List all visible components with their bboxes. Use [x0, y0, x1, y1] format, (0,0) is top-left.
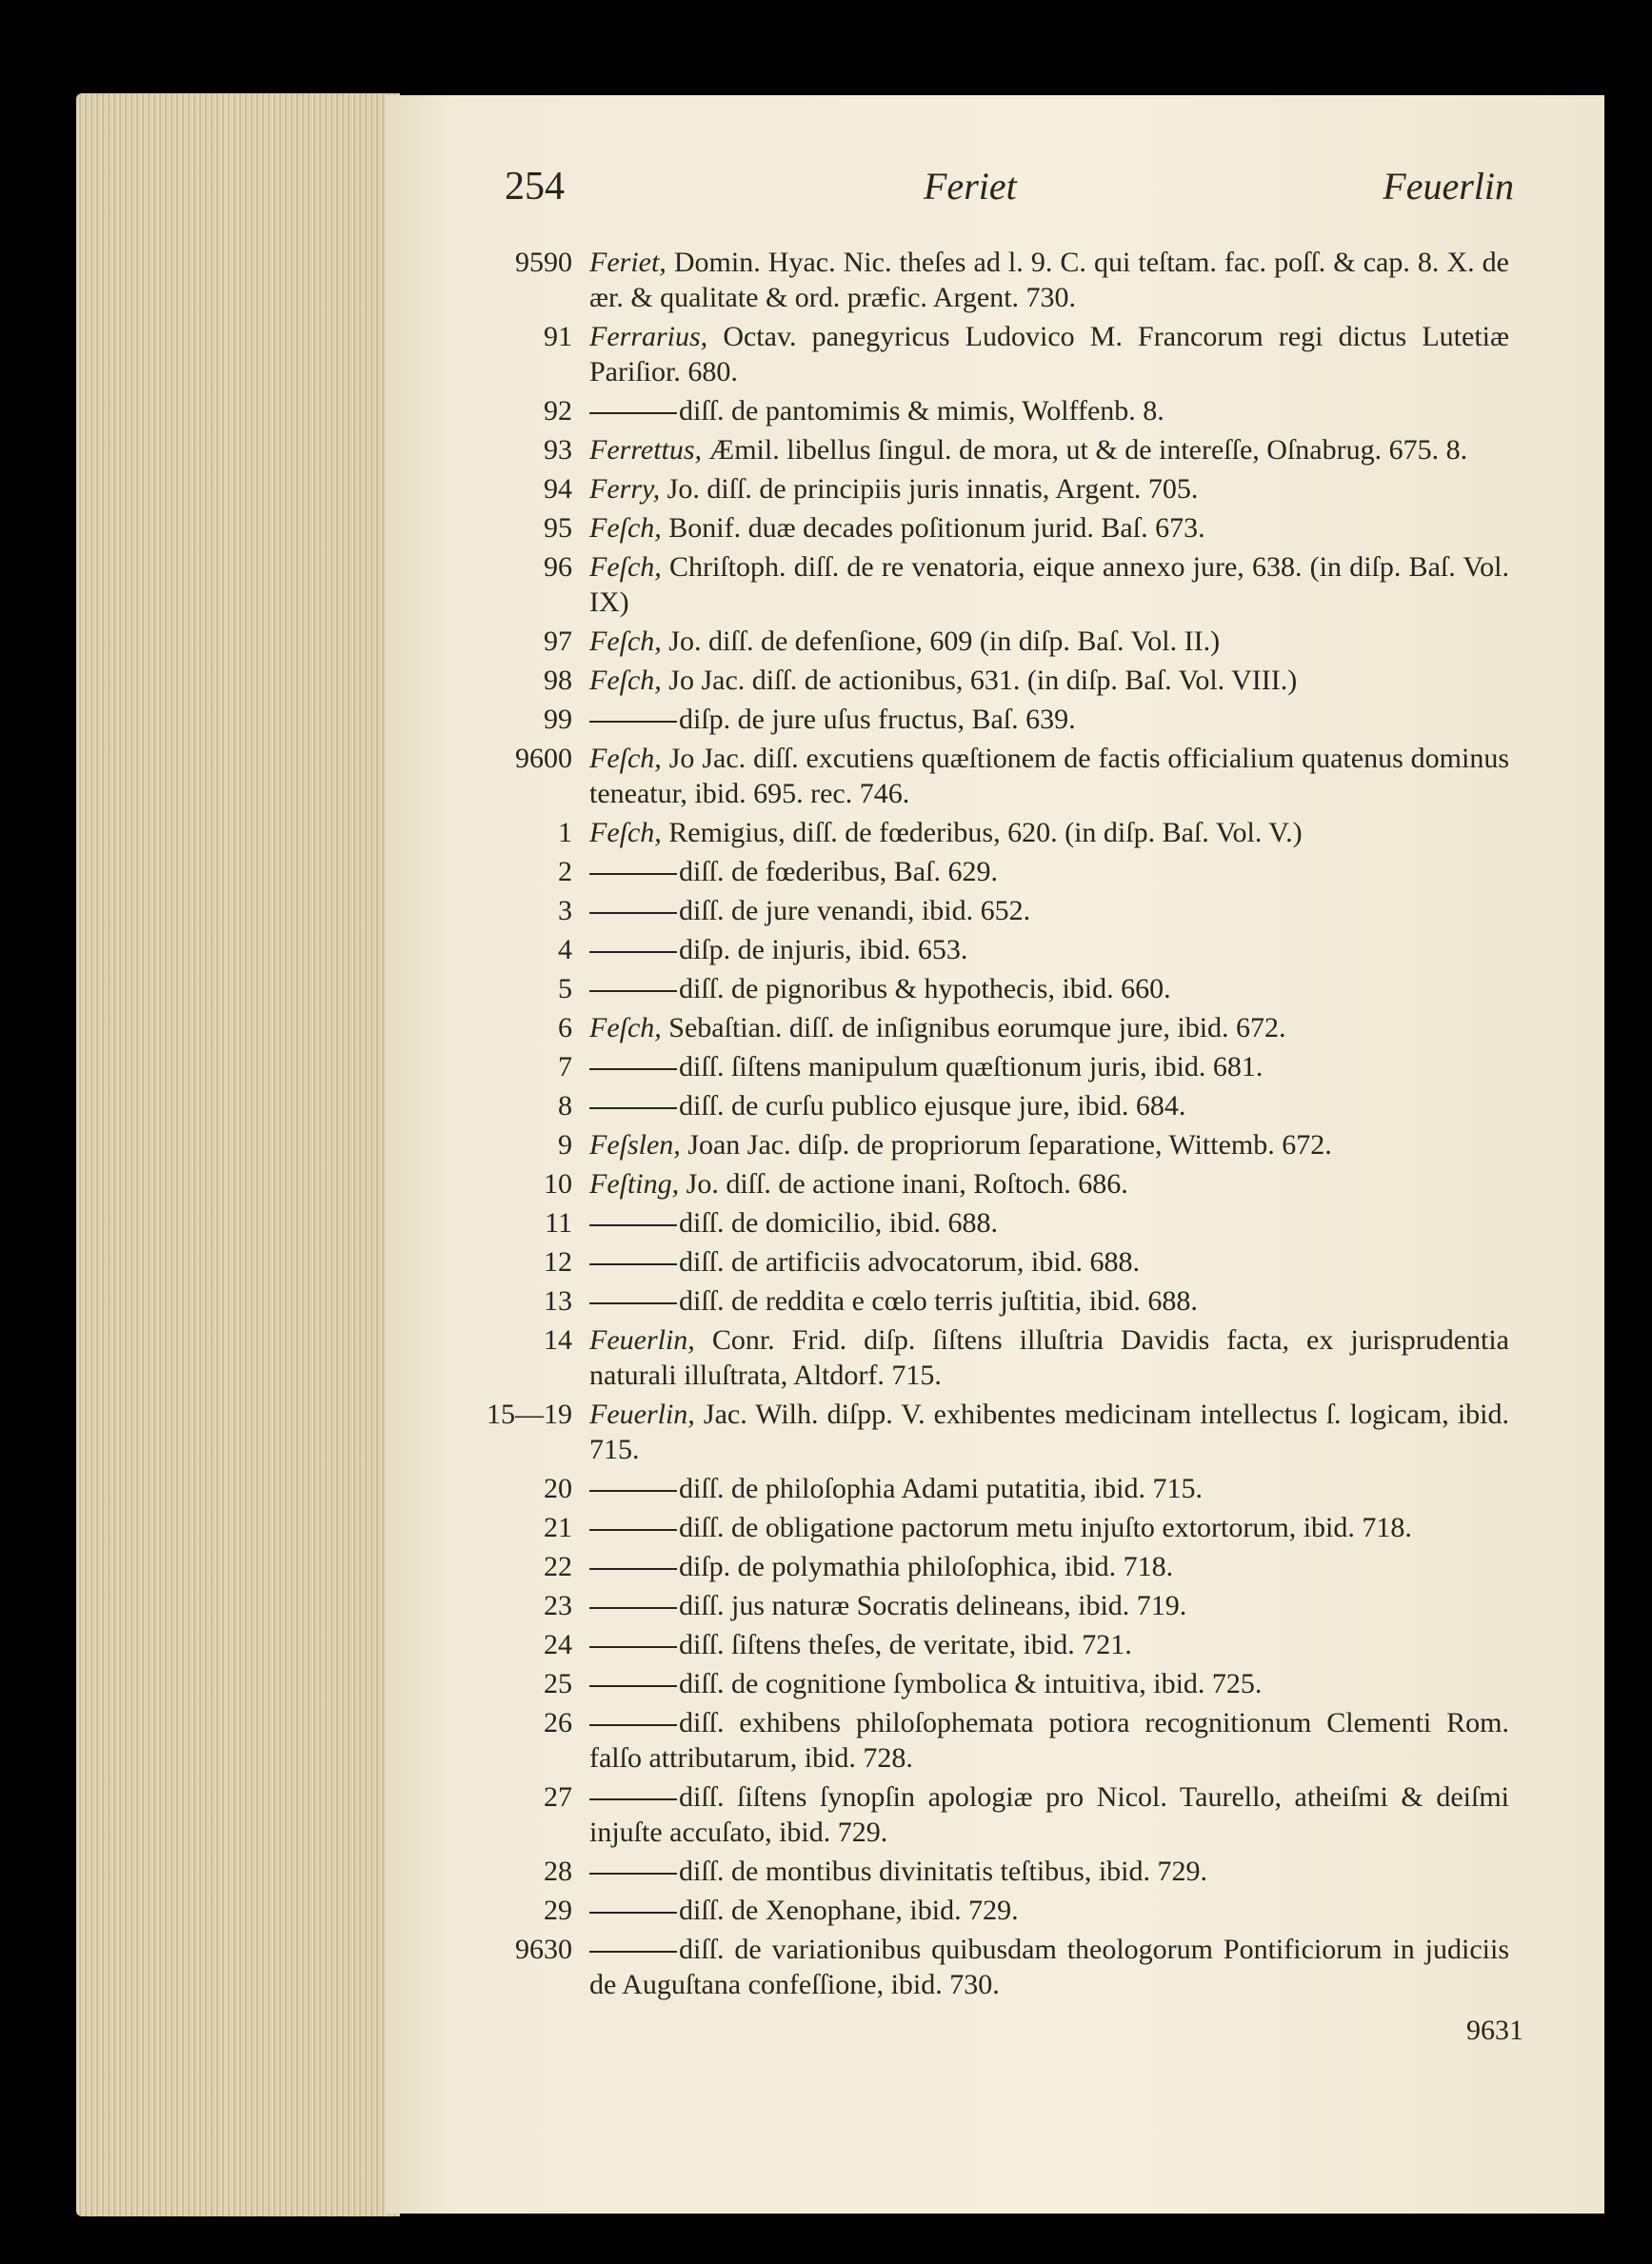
bibliography-entry [481, 702, 1509, 737]
entry-body: Æmil. libellus ſingul. de mora, ut & de intereſſe, Oſnabrug. 675. 8. [708, 434, 1468, 466]
bibliography-entry [481, 471, 1509, 506]
book-page [386, 95, 1604, 2214]
entry-text [589, 1854, 1509, 1889]
ditto-dash [589, 1490, 677, 1492]
entry-author: Feſting, [589, 1168, 680, 1200]
entry-body: diſſ. de montibus divinitatis teſtibus, ibid. 729. [679, 1856, 1207, 1887]
ditto-dash [589, 1568, 677, 1570]
entry-number: 9600 [515, 743, 572, 774]
entry-number: 27 [544, 1781, 572, 1813]
bibliography-entry [481, 1205, 1509, 1241]
bibliography-entry [481, 1666, 1509, 1701]
bibliography-entry [481, 245, 1509, 315]
entry-author: Feuerlin, [589, 1324, 695, 1356]
entry-number: 4 [558, 934, 572, 965]
entry-author: Feſch, [589, 626, 662, 657]
entry-text [589, 1397, 1509, 1467]
entry-body: Jo. diſſ. de defenſione, 609 (in diſp. Baſ. Vol. II.) [668, 626, 1221, 657]
ditto-dash [589, 951, 677, 953]
bibliography-entry [481, 1166, 1509, 1202]
entry-text [589, 1205, 1509, 1241]
entry-text [589, 1166, 1509, 1202]
entry-number: 98 [544, 665, 572, 696]
entry-number: 96 [544, 551, 572, 583]
entry-text [589, 971, 1509, 1006]
bibliography-entry [481, 1779, 1509, 1850]
bibliography-entry [481, 549, 1509, 620]
entry-body: Domin. Hyac. Nic. theſes ad l. 9. C. qui teſtam. fac. poſſ. & cap. 8. X. de ær. & qualitate & ord. præfic. Argent. 730. [589, 247, 1509, 313]
ditto-dash [589, 1607, 677, 1609]
entry-text [589, 893, 1509, 928]
entry-number: 6 [558, 1012, 572, 1043]
entry-number: 2 [558, 856, 572, 887]
bibliography-entry [481, 393, 1509, 428]
ditto-dash [589, 1224, 677, 1226]
entry-body: diſſ. de Xenophane, ibid. 729. [679, 1895, 1019, 1926]
entry-number: 9 [558, 1129, 572, 1161]
entry-body: Joan Jac. diſp. de propriorum ſeparatione, Wittemb. 672. [687, 1129, 1332, 1161]
entry-author: Feriet, [589, 247, 667, 278]
entry-number: 94 [544, 473, 572, 505]
entry-number: 9590 [515, 247, 572, 278]
entry-text [589, 245, 1509, 315]
ditto-dash [589, 1912, 677, 1914]
entry-text [589, 932, 1509, 967]
entry-text [589, 854, 1509, 889]
entry-text [589, 815, 1509, 850]
ditto-dash [589, 1107, 677, 1109]
entry-text [589, 702, 1509, 737]
bibliography-entry [481, 1471, 1509, 1506]
running-head-right: Feuerlin [1383, 165, 1514, 208]
entry-number: 93 [544, 434, 572, 466]
entry-body: diſſ. ſiſtens theſes, de veritate, ibid. 721. [679, 1629, 1132, 1660]
entry-body: Jac. Wilh. diſpp. V. exhibentes medicinam intellectus ſ. logicam, ibid. 715. [589, 1399, 1509, 1465]
entry-number: 7 [558, 1051, 572, 1082]
entry-text [589, 1510, 1509, 1545]
bibliography-entry [481, 741, 1509, 811]
entry-text [589, 1322, 1509, 1393]
bibliography-entry [481, 1322, 1509, 1393]
entry-author: Feſch, [589, 743, 662, 774]
bibliography-entry [481, 1127, 1509, 1162]
running-head [505, 164, 1514, 221]
entry-author: Ferrettus, [589, 434, 703, 466]
entry-body: Remigius, diſſ. de fœderibus, 620. (in diſp. Baſ. Vol. V.) [668, 817, 1303, 848]
catchword: 9631 [1466, 2015, 1523, 2046]
entry-body: diſſ. de fœderibus, Baſ. 629. [679, 856, 998, 887]
ditto-dash [589, 1798, 677, 1800]
entry-body: diſp. de jure uſus fructus, Baſ. 639. [679, 704, 1076, 735]
entry-number: 11 [545, 1207, 572, 1239]
entry-body: Jo Jac. diſſ. excutiens quæſtionem de factis officialium quatenus dominus teneatur, ibid. 695. rec. 746. [589, 743, 1510, 809]
entry-author: Feuerlin, [589, 1399, 695, 1430]
entry-body: Sebaſtian. diſſ. de inſignibus eorumque jure, ibid. 672. [668, 1012, 1286, 1043]
entry-body: Jo. diſſ. de actione inani, Roſtoch. 686. [686, 1168, 1128, 1200]
entry-number: 24 [544, 1629, 572, 1660]
entry-author: Feſch, [589, 512, 662, 544]
entry-number: 29 [544, 1895, 572, 1926]
bibliography-entry [481, 971, 1509, 1006]
ditto-dash [589, 1724, 677, 1726]
entry-text [589, 1893, 1509, 1928]
entry-text [589, 741, 1509, 811]
entry-body: diſſ. exhibens philoſophemata potiora recognitionum Clementi Rom. falſo attributarum, ibid. 728. [589, 1707, 1509, 1774]
bibliography-entry [481, 1010, 1509, 1045]
entry-body: diſp. de polymathia philoſophica, ibid. 718. [679, 1551, 1174, 1582]
bibliography-entry [481, 1088, 1509, 1123]
entry-number: 13 [544, 1285, 572, 1317]
entry-text [589, 432, 1509, 467]
entry-body: diſſ. de domicilio, ibid. 688. [679, 1207, 998, 1239]
entry-text [589, 549, 1509, 620]
entry-number: 9630 [515, 1934, 572, 1965]
ditto-dash [589, 721, 677, 723]
ditto-dash [589, 1951, 677, 1953]
entry-number: 97 [544, 626, 572, 657]
entry-number: 15—19 [487, 1399, 572, 1430]
entry-number: 26 [544, 1707, 572, 1738]
ditto-dash [589, 1302, 677, 1304]
bibliography-entry [481, 1588, 1509, 1623]
entry-text [589, 1244, 1509, 1280]
entry-body: diſſ. ſiſtens ſynopſin apologiæ pro Nicol. Taurello, atheiſmi & deiſmi injuſte accuſato, ibid. 729. [589, 1781, 1509, 1848]
ditto-dash [589, 1685, 677, 1687]
bibliography-entry [481, 319, 1509, 389]
entry-text [589, 1049, 1509, 1084]
bibliography-entry [481, 1049, 1509, 1084]
entry-author: Ferry, [589, 473, 661, 505]
entry-text [589, 1705, 1509, 1776]
bibliography-entry [481, 854, 1509, 889]
bibliography-entry [481, 432, 1509, 467]
entry-body: diſſ. de cognitione ſymbolica & intuitiva, ibid. 725. [679, 1668, 1263, 1699]
entry-text [589, 1088, 1509, 1123]
ditto-dash [589, 412, 677, 414]
entry-body: Octav. panegyricus Ludovico M. Francorum regi dictus Lutetiæ Pariſior. 680. [589, 321, 1509, 387]
entry-author: Feſch, [589, 665, 662, 696]
ditto-dash [589, 1646, 677, 1648]
entry-number: 95 [544, 512, 572, 544]
entry-number: 99 [544, 704, 572, 735]
entry-number: 14 [544, 1324, 572, 1356]
entry-number: 92 [544, 395, 572, 427]
entry-number: 23 [544, 1590, 572, 1621]
entry-body: diſſ. de reddita e cœlo terris juſtitia, ibid. 688. [679, 1285, 1198, 1317]
entry-author: Ferrarius, [589, 321, 708, 352]
entry-body: diſſ. de variationibus quibusdam theologorum Pontificiorum in judiciis de Auguſtana confeſſione, ibid. 730. [589, 1934, 1509, 2000]
bibliography-entry [481, 1283, 1509, 1319]
entry-number: 28 [544, 1856, 572, 1887]
bibliography-entry [481, 1854, 1509, 1889]
entry-body: diſſ. ſiſtens manipulum quæſtionum juris, ibid. 681. [679, 1051, 1264, 1082]
entry-body: diſſ. de pignoribus & hypothecis, ibid. 660. [679, 973, 1171, 1004]
bibliography-entry [481, 1893, 1509, 1928]
entry-text [589, 1627, 1509, 1662]
entry-author: Feſch, [589, 551, 662, 583]
entry-number: 8 [558, 1090, 572, 1122]
ditto-dash [589, 990, 677, 992]
entry-text [589, 1779, 1509, 1850]
bibliography-entries [481, 245, 1509, 2006]
bibliography-entry [481, 663, 1509, 698]
entry-number: 22 [544, 1551, 572, 1582]
ditto-dash [589, 1068, 677, 1070]
entry-body: diſp. de injuris, ibid. 653. [679, 934, 968, 965]
ditto-dash [589, 1529, 677, 1531]
entry-text [589, 471, 1509, 506]
entry-text [589, 1666, 1509, 1701]
entry-number: 20 [544, 1473, 572, 1504]
entry-number: 3 [558, 895, 572, 926]
entry-number: 12 [544, 1246, 572, 1278]
entry-number: 10 [544, 1168, 572, 1200]
entry-text [589, 393, 1509, 428]
entry-text [589, 1010, 1509, 1045]
page-number: 254 [505, 165, 565, 209]
entry-text [589, 319, 1509, 389]
entry-body: diſſ. de curſu publico ejusque jure, ibid. 684. [679, 1090, 1186, 1122]
bibliography-entry [481, 1244, 1509, 1280]
entry-body: diſſ. de artificiis advocatorum, ibid. 688. [679, 1246, 1141, 1278]
entry-text [589, 1549, 1509, 1584]
bibliography-entry [481, 1627, 1509, 1662]
entry-body: Conr. Frid. diſp. ſiſtens illuſtria Davidis facta, ex jurisprudentia naturali illuſtrata, Altdorf. 715. [589, 1324, 1509, 1391]
entry-text [589, 1588, 1509, 1623]
ditto-dash [589, 1873, 677, 1875]
entry-text [589, 510, 1509, 546]
book-page-edges [76, 93, 400, 2216]
entry-text [589, 663, 1509, 698]
ditto-dash [589, 873, 677, 875]
ditto-dash [589, 1263, 677, 1265]
entry-body: Jo Jac. diſſ. de actionibus, 631. (in diſp. Baſ. Vol. VIII.) [668, 665, 1298, 696]
entry-number: 21 [544, 1512, 572, 1543]
entry-number: 25 [544, 1668, 572, 1699]
entry-body: Chriſtoph. diſſ. de re venatoria, eique annexo jure, 638. (in diſp. Baſ. Vol. IX) [589, 551, 1509, 618]
bibliography-entry [481, 932, 1509, 967]
running-head-left: Feriet [924, 165, 1017, 208]
entry-text [589, 624, 1509, 659]
entry-author: Feſch, [589, 817, 662, 848]
entry-body: Bonif. duæ decades poſitionum jurid. Baſ. 673. [668, 512, 1205, 544]
entry-number: 91 [544, 321, 572, 352]
entry-number: 5 [558, 973, 572, 1004]
ditto-dash [589, 912, 677, 914]
entry-text [589, 1932, 1509, 2002]
bibliography-entry [481, 815, 1509, 850]
entry-body: diſſ. de pantomimis & mimis, Wolffenb. 8. [679, 395, 1164, 427]
entry-text [589, 1471, 1509, 1506]
entry-body: diſſ. de obligatione pactorum metu injuſto extortorum, ibid. 718. [679, 1512, 1412, 1543]
entry-text [589, 1283, 1509, 1319]
entry-author: Feſch, [589, 1012, 662, 1043]
entry-author: Feſslen, [589, 1129, 681, 1161]
bibliography-entry [481, 893, 1509, 928]
entry-body: diſſ. jus naturæ Socratis delineans, ibid. 719. [679, 1590, 1187, 1621]
entry-body: diſſ. de philoſophia Adami putatitia, ibid. 715. [679, 1473, 1203, 1504]
bibliography-entry [481, 624, 1509, 659]
bibliography-entry [481, 1705, 1509, 1776]
bibliography-entry [481, 1549, 1509, 1584]
bibliography-entry [481, 1932, 1509, 2002]
bibliography-entry [481, 510, 1509, 546]
bibliography-entry [481, 1510, 1509, 1545]
entry-body: diſſ. de jure venandi, ibid. 652. [679, 895, 1031, 926]
bibliography-entry [481, 1397, 1509, 1467]
entry-number: 1 [558, 817, 572, 848]
entry-body: Jo. diſſ. de principiis juris innatis, Argent. 705. [667, 473, 1199, 505]
entry-text [589, 1127, 1509, 1162]
